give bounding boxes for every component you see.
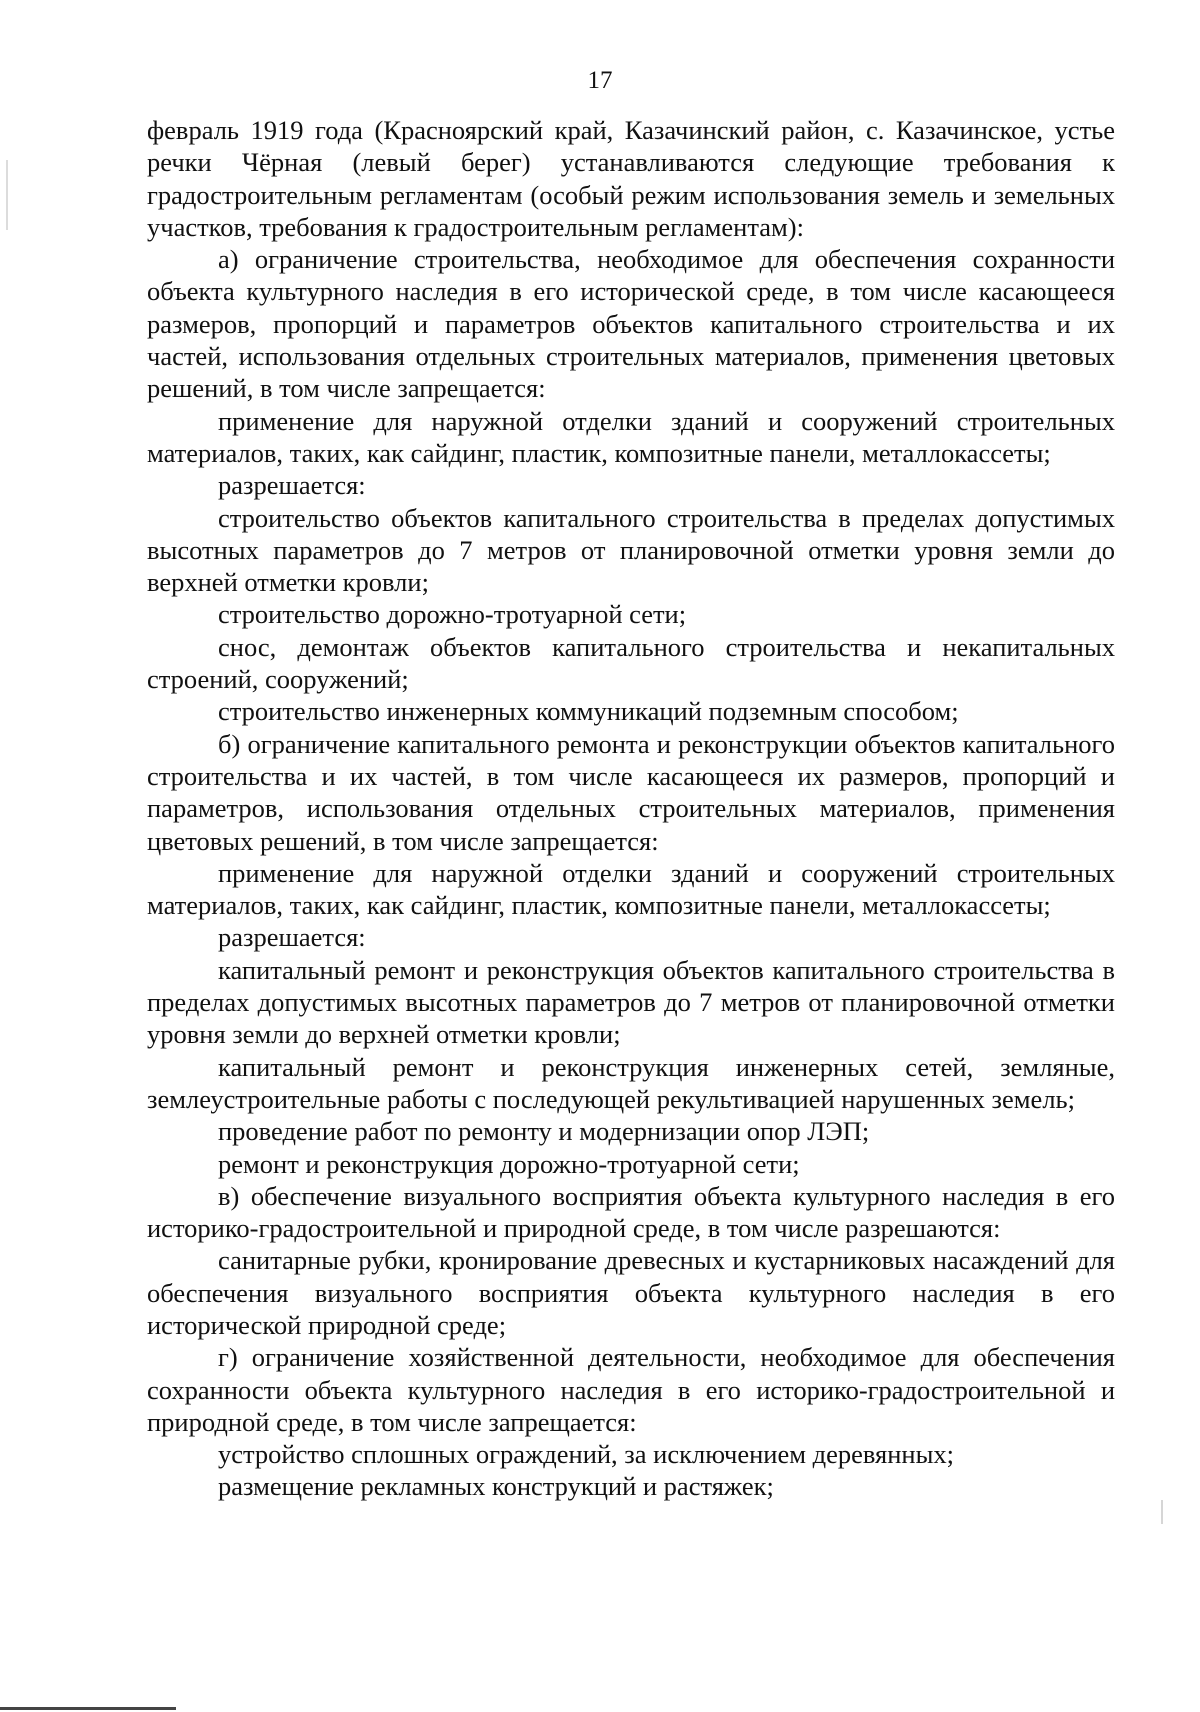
scan-artifact-right [1161,1500,1163,1524]
paragraph: капитальный ремонт и реконструкция объектов капитального строительства в пределах допустимых высотных параметров до 7 метров от планировочной отметки уровня земли до верхней отметки кровли; [147,954,1115,1050]
paragraph: применение для наружной отделки зданий и сооружений строительных материалов, таких, как сайдинг, пластик, композитные панели, металлокассеты; [147,857,1115,921]
paragraph: устройство сплошных ограждений, за исключением деревянных; [218,1439,954,1470]
paragraph: применение для наружной отделки зданий и сооружений строительных материалов, таких, как сайдинг, пластик, композитные панели, металлокассеты; [147,405,1115,468]
page-number: 17 [587,67,613,94]
paragraph: строительство объектов капитального строительства в пределах допустимых высотных параметров до 7 метров от планировочной отметки уровня земли до верхней отметки кровли; [147,502,1115,598]
paragraph: проведение работ по ремонту и модернизации опор ЛЭП; [218,1116,870,1147]
paragraph: ремонт и реконструкция дорожно-тротуарной сети; [218,1148,800,1179]
scan-artifact-bottom-edge [0,1707,176,1710]
paragraph: разрешается: [218,470,366,501]
paragraph: строительство инженерных коммуникаций подземным способом; [218,696,959,727]
paragraph: капитальный ремонт и реконструкция инженерных сетей, земляные, землеустроительные работы с последующей рекультивацией нарушенных земель; [147,1051,1115,1114]
paragraph: а) ограничение строительства, необходимое для обеспечения сохранности объекта культурного наследия в его исторической среде, в том числе касающееся размеров, пропорций и параметров объектов капитального строительства и их частей, использования отдельных строительных материалов, применения цветовых решений, в том числе запрещается: [147,244,1115,404]
paragraph: г) ограничение хозяйственной деятельности, необходимое для обеспечения сохранности объекта культурного наследия в его историко-градостроительной и природной среде, в том числе запрещается: [147,1342,1115,1437]
document-body [147,114,1115,1503]
paragraph: б) ограничение капитального ремонта и реконструкции объектов капитального строительства и их частей, в том числе касающееся их размеров, пропорций и параметров, использования отдельных строительных материалов, применения цветовых решений, в том числе запрещается: [147,728,1115,856]
paragraph: санитарные рубки, кронирование древесных и кустарниковых насаждений для обеспечения визуального восприятия объекта культурного наследия в его исторической природной среде; [147,1245,1115,1340]
scan-artifact-left [6,160,8,230]
paragraph: разрешается: [218,922,366,953]
paragraph: размещение рекламных конструкций и растяжек; [218,1471,774,1502]
paragraph: снос, демонтаж объектов капитального строительства и некапитальных строений, сооружений; [147,631,1115,695]
paragraph: в) обеспечение визуального восприятия объекта культурного наследия в его историко-градостроительной и природной среде, в том числе разрешаются: [147,1180,1115,1244]
paragraph: строительство дорожно-тротуарной сети; [218,599,687,630]
paragraph: февраль 1919 года (Красноярский край, Казачинский район, с. Казачинское, устье речки Чёрная (левый берег) устанавливаются следующие требования к градостроительным регламентам (особый режим использования земель и земельных участков, требования к градостроительным регламентам): [147,115,1115,242]
